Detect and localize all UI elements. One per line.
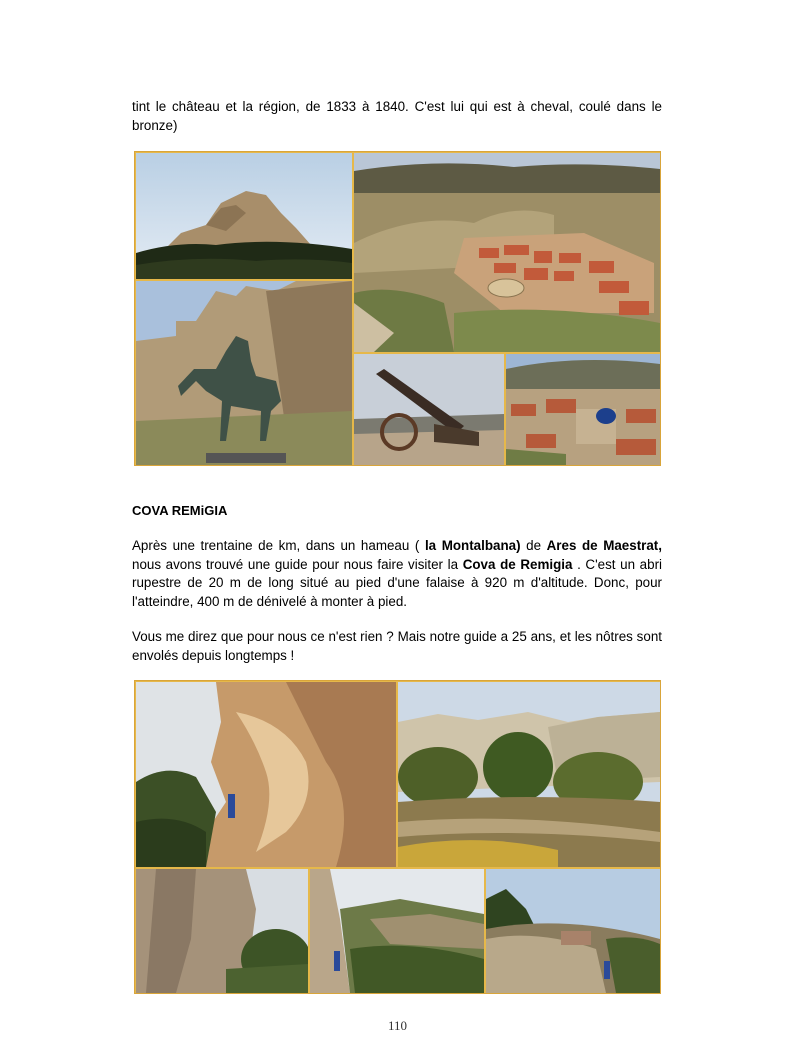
p1-text-2: de [520,538,547,553]
photo-cliffs-with-trees [398,682,660,867]
p1-text-3: nous avons trouvé une guide pour nous faire visiter la [132,556,463,572]
photo-rock-face [136,869,308,993]
morella-photo-collage [134,151,661,466]
p1-cave-name: Cova de Remigia [462,556,573,572]
cova-description-paragraph [132,537,662,611]
photo-castle-on-rock [136,153,352,279]
cova-remigia-photo-collage [134,680,661,994]
section-heading: COVA REMiGIA [132,503,228,518]
photo-hikers-on-path [486,869,660,993]
photo-town-aerial-view [354,153,660,352]
p1-text-1: Après une trentaine de km, dans un hameau ( [132,538,425,553]
guide-age-paragraph: Vous me direz que pour nous ce n'est rien ? Mais notre guide a 25 ans, et les nôtres sont envolés depuis longtemps ! [132,629,662,663]
photo-town-with-blue-dome [506,354,660,465]
p1-town-name: Ares de Maestrat, [546,538,662,553]
intro-paragraph: tint le château et la région, de 1833 à 1840. C'est lui qui est à cheval, coulé dans le bronze) [132,99,662,133]
p1-hamlet-name: la Montalbana) [424,538,521,553]
p1-text-4: . C'est un abri rupestre de 20 m de long situé au pied d'une falaise à 920 m d'altitude. Donc, pour l'atteindre, 400 m de dénivelé à monter à pied. [132,556,663,609]
photo-mountain-trail [310,869,484,993]
photo-cannon [354,354,504,465]
page-number: 110 [387,1018,408,1033]
photo-cliff-overhang [136,682,396,867]
photo-equestrian-statue [136,281,352,465]
